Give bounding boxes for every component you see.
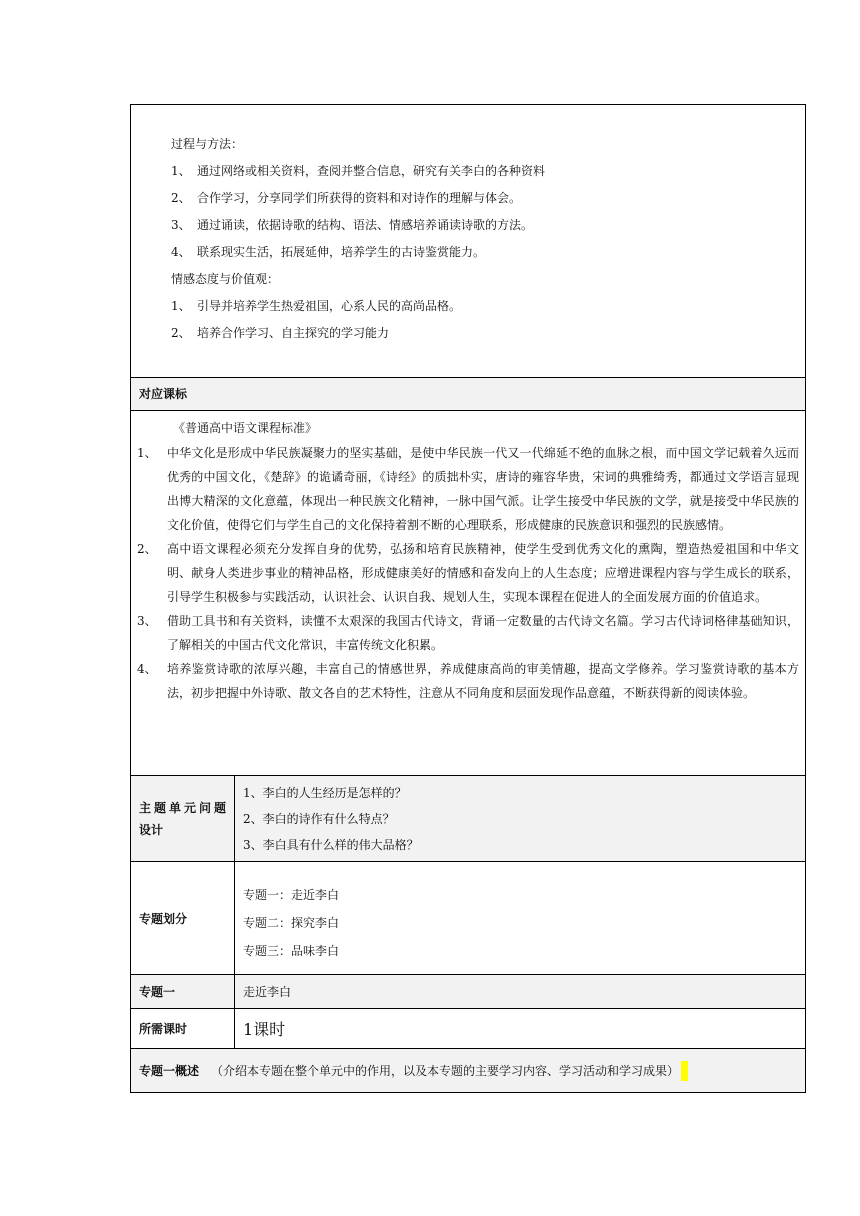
- process-item: 1、 通过网络或相关资料，查阅并整合信息，研究有关李白的各种资料: [171, 164, 546, 178]
- division-item: 专题三：品味李白: [243, 944, 340, 958]
- text-highlight-mark: [681, 1061, 688, 1081]
- question-item: 2、李白的诗作有什么特点？: [243, 812, 395, 826]
- process-item: 2、 合作学习，分享同学们所获得的资料和对诗作的理解与体会。: [171, 191, 522, 205]
- objectives-cell: [131, 105, 805, 377]
- division-item: 专题二：探究李白: [243, 916, 340, 930]
- topic-one-row: [131, 974, 805, 1008]
- question-item: 1、李白的人生经历是怎样的？: [243, 786, 407, 800]
- division-list: [235, 862, 805, 974]
- process-heading: 过程与方法：: [171, 137, 244, 151]
- hours-row: [131, 1008, 805, 1048]
- questions-list: [235, 776, 805, 861]
- standard-item: 4、 培养鉴赏诗歌的浓厚兴趣，丰富自己的情感世界，养成健康高尚的审美情趣，提高文学修养。学习鉴赏诗歌的基本方法，初步把握中外诗歌、散文各自的艺术特性，注意从不同角度和层面发现作品意蕴，不断获得新的阅读体验。: [137, 662, 799, 700]
- standards-label: 对应课标: [131, 377, 805, 410]
- questions-label: 主题单元问题 设计: [131, 776, 235, 861]
- emotion-item: 2、 培养合作学习、自主探究的学习能力: [171, 326, 390, 340]
- topic-one-label: 专题一: [131, 975, 235, 1008]
- topic-one-value: 走近李白: [243, 985, 292, 999]
- lesson-plan-table: [130, 104, 806, 1093]
- standard-item: 3、 借助工具书和有关资料，读懂不太艰深的我国古代诗文，背诵一定数量的古代诗文名篇。学习古代诗词格律基础知识，了解相关的中国古代文化常识，丰富传统文化积累。: [137, 614, 799, 652]
- overview-text: （介绍本专题在整个单元中的作用，以及本专题的主要学习内容、学习活动和学习成果）: [211, 1064, 680, 1078]
- standards-body: [131, 410, 805, 775]
- division-label: 专题划分: [131, 862, 235, 974]
- standard-item: 2、 高中语文课程必须充分发挥自身的优势，弘扬和培育民族精神，使学生受到优秀文化的熏陶，塑造热爱祖国和中华文明、献身人类进步事业的精神品格，形成健康美好的情感和奋发向上的人生态度；应增进课程内容与学生成长的联系，引导学生积极参与实践活动，认识社会、认识自我、规划人生，实现本课程在促进人的全面发展方面的价值追求。: [137, 542, 799, 604]
- emotion-item: 1、 引导并培养学生热爱祖国，心系人民的高尚品格。: [171, 299, 462, 313]
- question-item: 3、李白具有什么样的伟大品格？: [243, 838, 419, 852]
- emotion-heading: 情感态度与价值观：: [171, 272, 280, 286]
- overview-label: 专题一概述: [139, 1064, 200, 1078]
- standard-item: 1、 中华文化是形成中华民族凝聚力的坚实基础，是使中华民族一代又一代绵延不绝的血脉之根，而中国文学记载着久远而优秀的中国文化，《楚辞》的诡谲奇丽，《诗经》的质拙朴实，唐诗的雍容华贵，宋词的典雅绮秀，都通过文学语言显现出博大精深的文化意蕴，体现出一种民族文化精神，一脉中国气派。让学生接受中华民族的文学，就是接受中华民族的文化价值，使得它们与学生自己的文化保持着割不断的心理联系，形成健康的民族意识和强烈的民族感情。: [137, 446, 799, 532]
- hours-value: 1课时: [243, 1020, 286, 1039]
- standards-title: 《普通高中语文课程标准》: [173, 421, 318, 435]
- process-item: 3、 通过诵读，依据诗歌的结构、语法、情感培养诵读诗歌的方法。: [171, 218, 534, 232]
- division-row: [131, 861, 805, 974]
- overview-row: [131, 1048, 805, 1092]
- hours-label: 所需课时: [131, 1009, 235, 1048]
- division-item: 专题一：走近李白: [243, 888, 340, 902]
- questions-row: [131, 775, 805, 861]
- process-item: 4、 联系现实生活，拓展延伸，培养学生的古诗鉴赏能力。: [171, 245, 486, 259]
